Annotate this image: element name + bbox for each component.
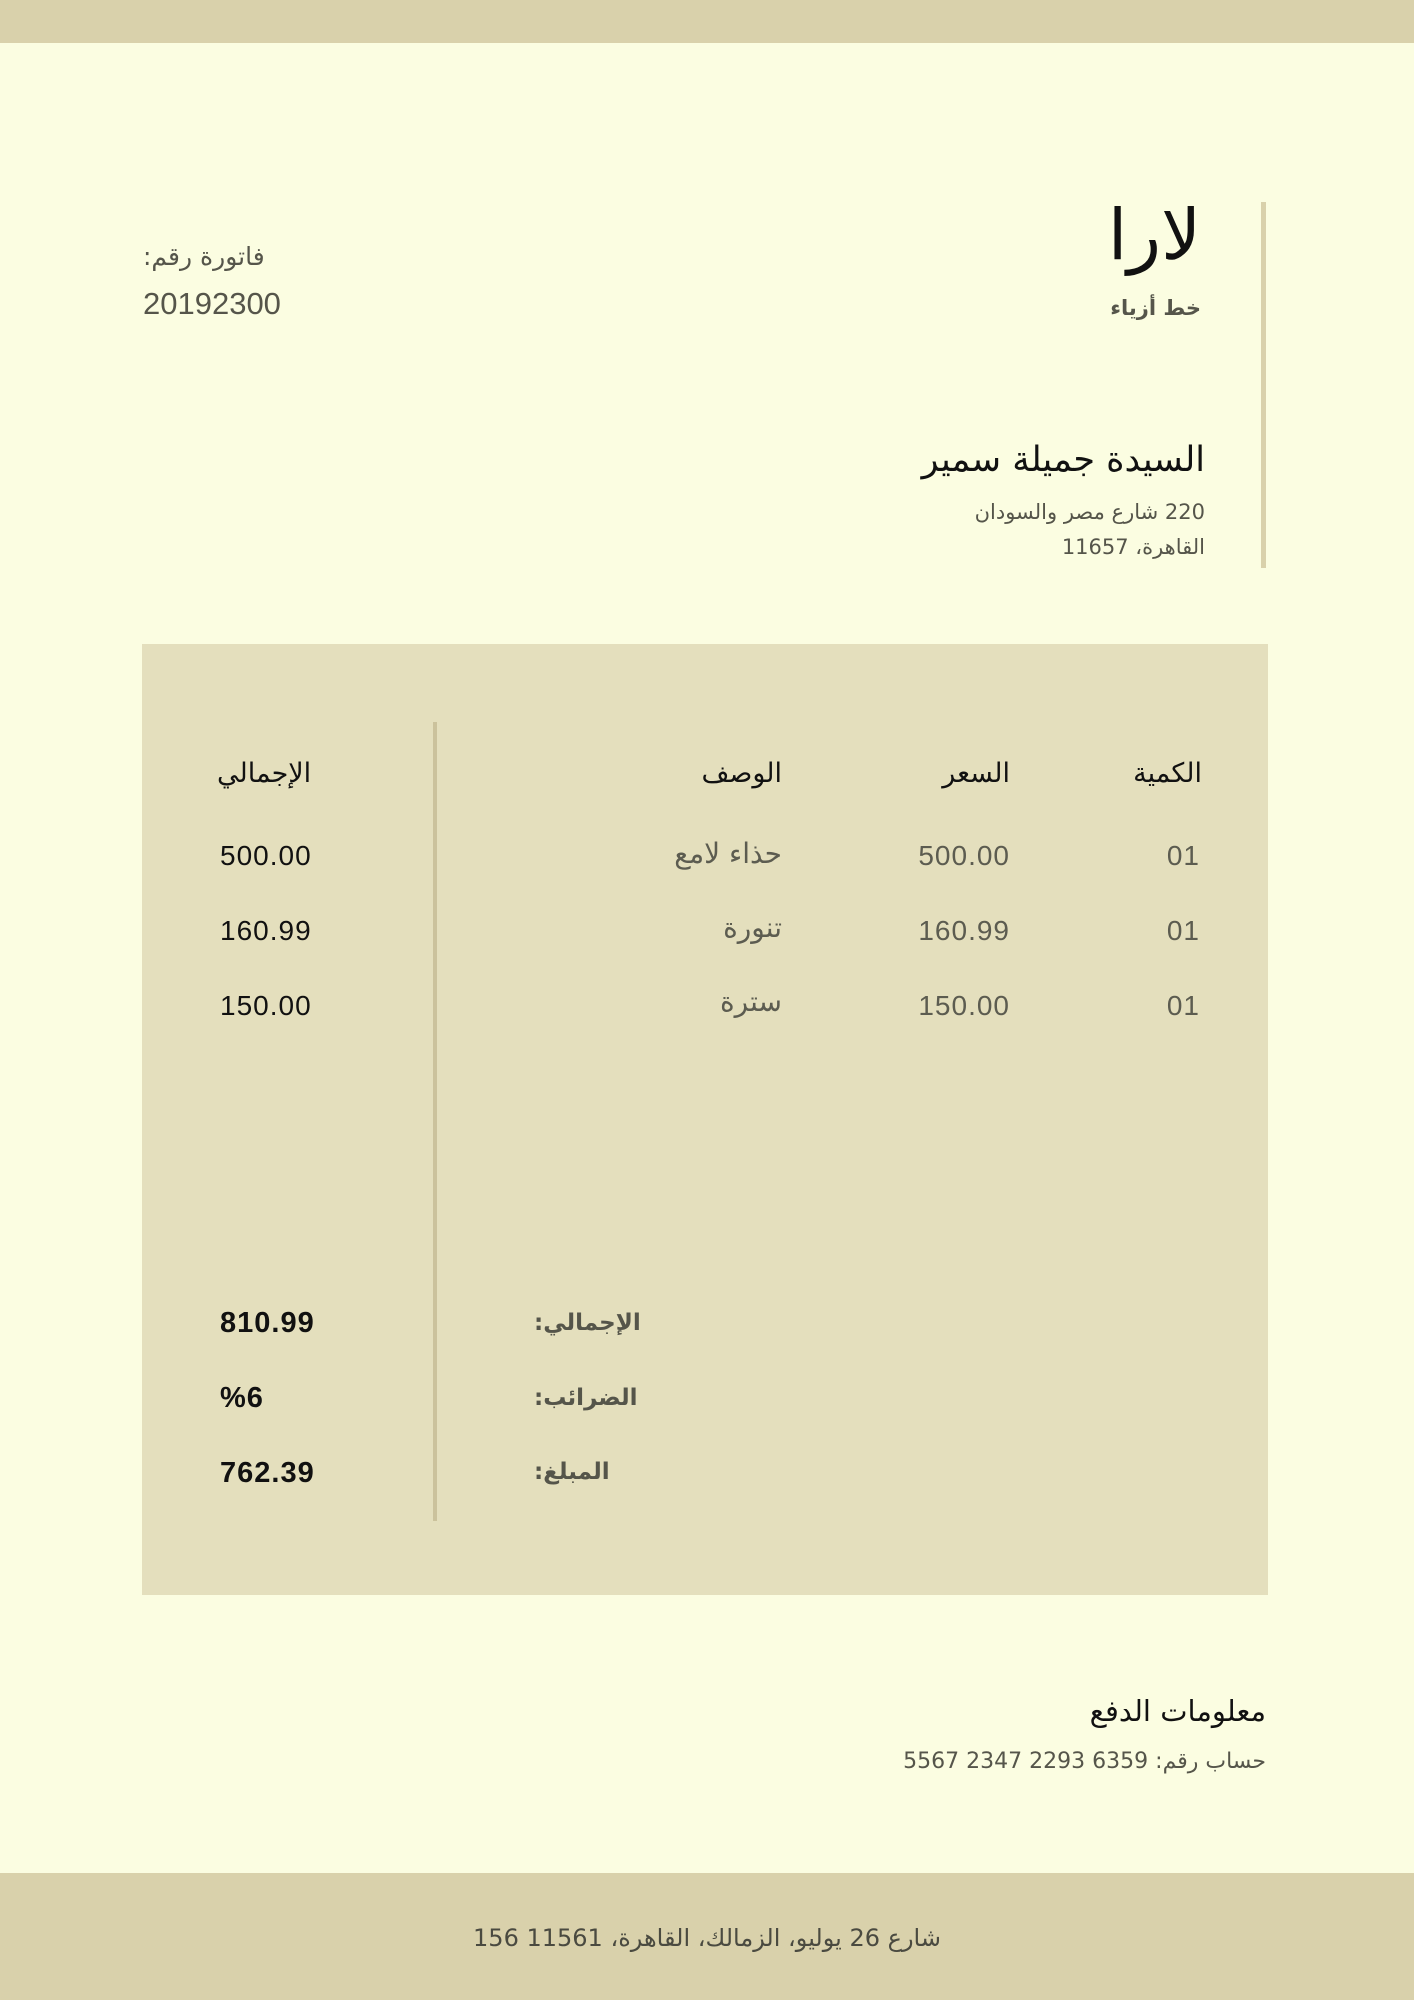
top-band: [0, 0, 1414, 43]
row-1-description: حذاء لامع: [674, 837, 782, 870]
invoice-number-label: فاتورة رقم:: [143, 242, 265, 271]
tax-value: %6: [220, 1382, 264, 1414]
invoice-number: 20192300: [143, 286, 281, 321]
panel-divider: [433, 722, 437, 1521]
footer-address: 156 شارع 26 يوليو، الزمالك، القاهرة، 11561: [473, 1924, 941, 1952]
customer-address-line2: القاهرة، 11657: [1061, 535, 1205, 559]
row-2-quantity: 01: [1166, 915, 1200, 946]
payment-info-title: معلومات الدفع: [1089, 1694, 1266, 1728]
row-3-total: 150.00: [220, 990, 312, 1021]
payment-account-number: حساب رقم: 6359 2293 2347 5567: [903, 1749, 1266, 1774]
brand-tagline: خط أزياء: [1110, 296, 1201, 320]
row-2-price: 160.99: [918, 915, 1010, 946]
row-3-description: سترة: [719, 985, 782, 1018]
row-3-quantity: 01: [1166, 990, 1200, 1021]
row-3-price: 150.00: [918, 990, 1010, 1021]
column-header-price: السعر: [942, 758, 1010, 789]
subtotal-label: الإجمالي:: [534, 1310, 641, 1336]
row-2-description: تنورة: [723, 911, 782, 944]
column-header-quantity: الكمية: [1133, 758, 1202, 789]
brand-divider-rule: [1261, 202, 1266, 568]
amount-value: 762.39: [220, 1457, 315, 1489]
customer-name: السيدة جميلة سمير: [921, 440, 1205, 480]
row-2-total: 160.99: [220, 915, 312, 946]
customer-address-line1: 220 شارع مصر والسودان: [974, 500, 1205, 524]
row-1-total: 500.00: [220, 840, 312, 871]
column-header-total: الإجمالي: [217, 758, 312, 789]
subtotal-value: 810.99: [220, 1307, 315, 1339]
row-1-price: 500.00: [918, 840, 1010, 871]
column-header-description: الوصف: [701, 758, 782, 789]
row-1-quantity: 01: [1166, 840, 1200, 871]
brand-name: لارا: [1107, 194, 1201, 276]
amount-label: المبلغ:: [534, 1459, 610, 1485]
tax-label: الضرائب:: [534, 1385, 638, 1411]
